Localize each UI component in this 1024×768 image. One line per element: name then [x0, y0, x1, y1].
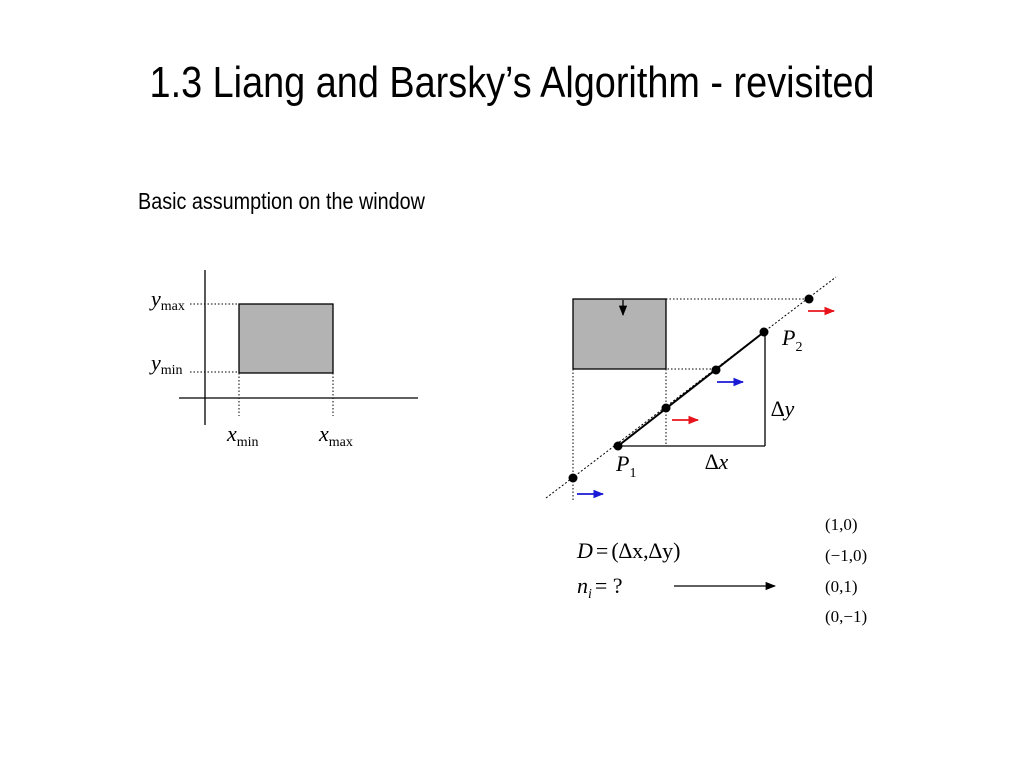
ymax-label: ymax: [151, 286, 185, 314]
intersection-point: [805, 295, 814, 304]
slide-title: 1.3 Liang and Barsky’s Algorithm - revisited: [149, 58, 875, 107]
normal-vector-formula: $n_i$ = ?: [577, 573, 623, 602]
p1-label: $P_1$: [616, 451, 637, 481]
xmax-label: $x_{max}$: [319, 421, 353, 450]
right-clipping-diagram: [546, 277, 836, 500]
subtitle: Basic assumption on the window: [138, 188, 425, 214]
delta-y-label: ∆y: [771, 396, 795, 421]
xmin-label: $x_{min}$: [227, 421, 259, 450]
intersection-point: [569, 474, 578, 483]
intersection-point: [712, 366, 721, 375]
clip-window: [573, 299, 666, 369]
left-window-diagram: [149, 270, 418, 450]
normal-value: (−1,0): [825, 546, 868, 565]
normal-value: (0,−1): [825, 607, 868, 626]
formulas: [576, 515, 867, 626]
normal-value: (1,0): [825, 515, 858, 534]
clip-window: [239, 304, 333, 373]
point-p2: [760, 328, 769, 337]
direction-vector-formula: D = (∆x,∆y): [577, 538, 681, 563]
point-p1: [614, 442, 623, 451]
intersection-point: [662, 404, 671, 413]
delta-x-label: ∆x: [705, 449, 729, 474]
p2-label: $P_2$: [782, 325, 803, 355]
normal-value: (0,1): [825, 577, 858, 596]
ymin-label: ymin: [151, 350, 183, 378]
